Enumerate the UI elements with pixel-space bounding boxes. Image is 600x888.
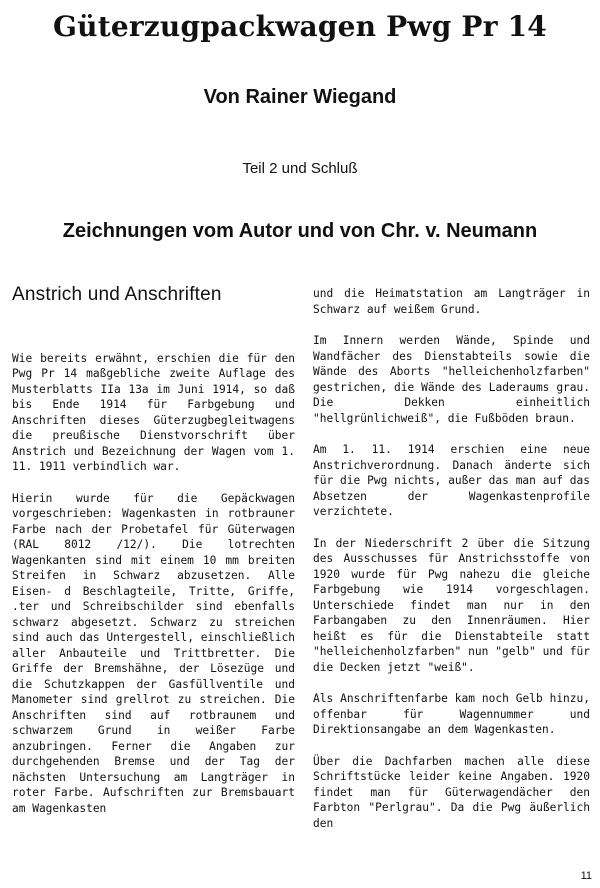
part-label: Teil 2 und Schluß [242,160,358,177]
drawings-credit: Zeichnungen vom Autor und von Chr. v. Neumann [62,220,538,242]
paragraph: Am 1. 11. 1914 erschien eine neue Anstrichverordnung. Danach änderte sich für die Pwg nichts, außer das man auf das Absetzen der Wagenkastenprofile verzichtete. [313,443,590,518]
left-column [12,285,295,832]
paragraph: Im Innern werden Wände, Spinde und Wandfächer des Dienstabteils sowie die Wände des Aborts "helleichenholzfarben" gestrichen, die Wände des Laderaums grau. Die Dekken einheitlich "hellgrünlichweiß", die Fußböden braun. [313,334,590,425]
paragraph: Wie bereits erwähnt, erschien die für den Pwg Pr 14 maßgebliche zweite Auflage des Musterblatts IIa 13a im Juni 1914, so daß bis Ende 1914 für Farbgebung und Anschriften dieses Güterzugbegleitwagens die preußische Dienstvorschrift über Anstrich und Bezeichnung der Wagen vom 1. 11. 1911 verbindlich war. [12,351,295,473]
paragraph: Als Anschriftenfarbe kam noch Gelb hinzu, offenbar für Wagennummer und Direktionsangabe an dem Wagenkasten. [313,692,590,736]
paragraph: Über die Dachfarben machen alle diese Schriftstücke leider keine Angaben. 1920 findet man für Güterwagendächer den Farbton "Perlgrau". Da die Pwg äußerlich den [313,754,590,830]
author-line: Von Rainer Wiegand [203,86,397,108]
paragraph: Hierin wurde für die Gepäckwagen vorgeschrieben: Wagenkasten in rotbrauner Farbe nach der Probetafel für Güterwagen (RAL 8012 /12/). Die lotrechten Wagenkanten sind mit einem 10 mm breiten Streifen in Schwarz abzusetzen. Alle Eisen- d Beschlagteile, Tritte, Griffe, .ter und Schreibschilder sind ebenfalls schwarz abgesetzt. Schwarz zu streichen sind auch das Untergestell, einschließlich aller Anbauteile und Trittbretter. Die Griffe der Bremshähne, der Lösezüge und die Schutzkappen der Gasfüllventile und Manometer sind grellrot zu streichen. Die Anschriften sind auf rotbraunem und schwarzem Grund in weißer Farbe anzubringen. Ferner die Angaben zur durchgehenden Bremse und der Tag der nächsten Untersuchung am Langträger in roter Farbe. Aufschriften zur Bremsbauart am Wagenkasten [12,491,295,815]
paragraph: In der Niederschrift 2 über die Sitzung des Ausschusses für Anstrichsstoffe von 1920 wurde für Pwg nahezu die gleiche Farbgebung wie 1914 vorgeschlagen. Unterschiede findet man nur in den Farbangaben zu den Innenräumen. Hier heißt es für die Dienstabteile statt "helleichenholzfarben" nun "gelb" und für die Decken jetzt "weiß". [313,536,590,674]
right-column [313,286,590,847]
article-title: Güterzugpackwagen Pwg Pr 14 [53,10,547,43]
paragraph: und die Heimatstation am Langträger in Schwarz auf weißem Grund. [313,287,590,316]
section-heading: Anstrich und Anschriften [12,284,222,305]
page-number: 11 [580,870,592,882]
